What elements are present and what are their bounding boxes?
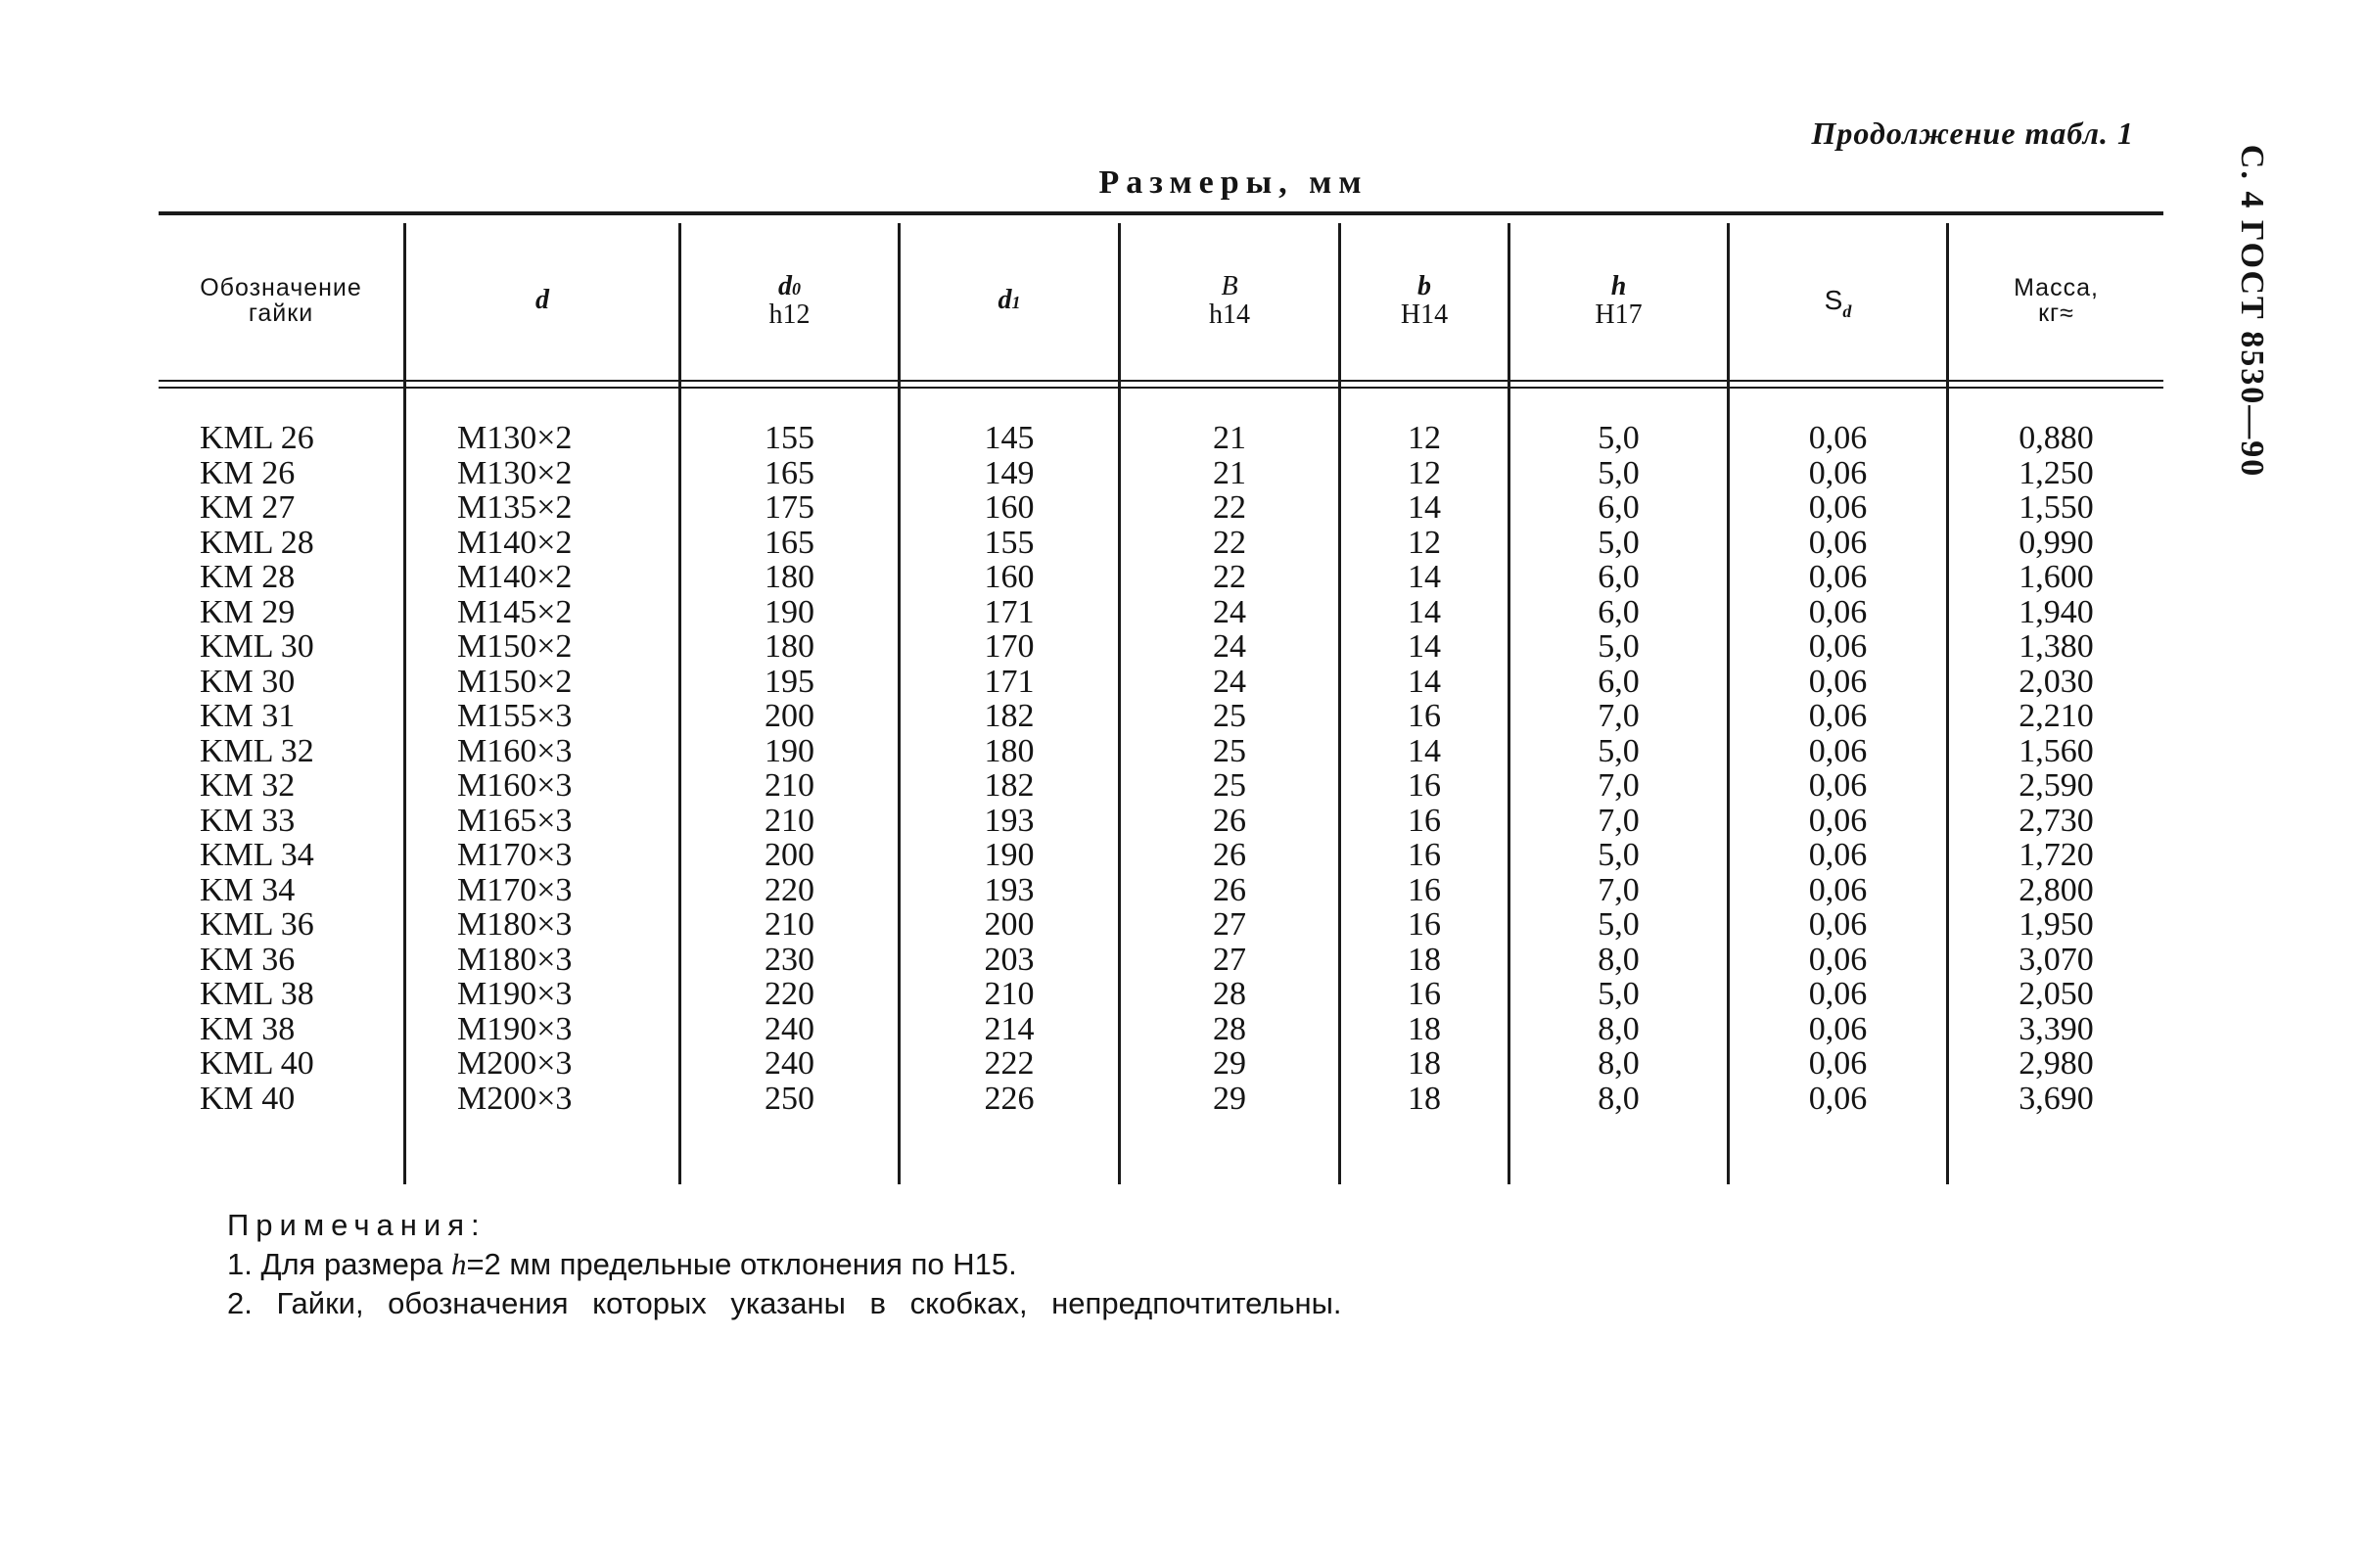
cell-d1: 222	[984, 1045, 1035, 1082]
table-top-rule	[159, 211, 2163, 215]
table-row	[159, 560, 2163, 595]
cell-designation: KML 30	[200, 628, 314, 665]
cell-d0: 195	[765, 663, 814, 700]
cell-B: 21	[1213, 420, 1246, 456]
table-row	[159, 629, 2163, 665]
cell-b: 14	[1408, 559, 1441, 595]
cell-b: 14	[1408, 732, 1441, 769]
cell-thread-d: M170×3	[457, 871, 573, 908]
cell-thread-d: M150×2	[457, 628, 573, 665]
cell-designation: KM 36	[200, 941, 296, 978]
cell-h: 5,0	[1598, 420, 1640, 456]
cell-b: 18	[1408, 1045, 1441, 1082]
cell-s: 0,06	[1808, 871, 1868, 908]
header-d0-tolerance: h12	[768, 300, 811, 330]
cell-d1: 200	[984, 906, 1035, 943]
cell-h: 5,0	[1598, 454, 1640, 491]
header-mass-text: Масса, кг≈	[2014, 273, 2099, 327]
cell-mass: 1,720	[2019, 837, 2094, 873]
cell-designation: KML 26	[200, 420, 314, 456]
cell-s: 0,06	[1808, 732, 1868, 769]
table-row	[159, 456, 2163, 491]
cell-s: 0,06	[1808, 1010, 1868, 1047]
cell-d1: 190	[984, 837, 1035, 873]
cell-thread-d: M140×2	[457, 524, 573, 561]
cell-d0: 180	[765, 559, 814, 595]
dimensions-title: Размеры, мм	[1098, 164, 1369, 201]
header-s-symbol: S	[1824, 285, 1843, 316]
table-row	[159, 421, 2163, 456]
cell-s: 0,06	[1808, 1045, 1868, 1082]
cell-mass: 2,050	[2019, 976, 2094, 1012]
cell-h: 7,0	[1598, 698, 1640, 734]
cell-d1: 180	[984, 732, 1035, 769]
table-row	[159, 1046, 2163, 1082]
cell-B: 22	[1213, 524, 1246, 561]
cell-B: 25	[1213, 732, 1246, 769]
table-row	[159, 595, 2163, 630]
cell-s: 0,06	[1808, 489, 1868, 526]
cell-mass: 2,730	[2019, 802, 2094, 839]
cell-B: 28	[1213, 1010, 1246, 1047]
header-h	[1510, 221, 1727, 380]
note-1	[227, 1245, 1342, 1284]
cell-d0: 200	[765, 698, 814, 734]
cell-h: 8,0	[1598, 1080, 1640, 1117]
cell-designation: KML 36	[200, 906, 314, 943]
cell-designation: KML 28	[200, 524, 314, 561]
cell-d1: 155	[984, 524, 1035, 561]
cell-thread-d: M200×3	[457, 1080, 573, 1117]
cell-s: 0,06	[1808, 802, 1868, 839]
cell-d1: 170	[984, 628, 1035, 665]
cell-B: 28	[1213, 976, 1246, 1012]
cell-h: 6,0	[1598, 593, 1640, 630]
cell-d1: 160	[984, 489, 1035, 526]
cell-s: 0,06	[1808, 767, 1868, 804]
cell-designation: KM 38	[200, 1010, 296, 1047]
cell-d1: 203	[984, 941, 1035, 978]
continuation-label: Продолжение табл. 1	[1811, 115, 2134, 151]
notes-title: Примечания:	[227, 1208, 487, 1242]
cell-b: 14	[1408, 663, 1441, 700]
cell-h: 6,0	[1598, 663, 1640, 700]
cell-d1: 214	[984, 1010, 1035, 1047]
header-bottom-rule-2	[159, 387, 2163, 389]
cell-designation: KML 38	[200, 976, 314, 1012]
cell-d1: 149	[984, 454, 1035, 491]
cell-b: 12	[1408, 420, 1441, 456]
cell-b: 14	[1408, 489, 1441, 526]
table-row	[159, 734, 2163, 769]
cell-thread-d: M130×2	[457, 454, 573, 491]
cell-d0: 220	[765, 976, 814, 1012]
table-row	[159, 1012, 2163, 1047]
cell-B: 25	[1213, 767, 1246, 804]
table-row	[159, 699, 2163, 734]
cell-d0: 230	[765, 941, 814, 978]
cell-B: 25	[1213, 698, 1246, 734]
cell-thread-d: M165×3	[457, 802, 573, 839]
header-d0-subscript: 0	[792, 278, 801, 299]
cell-d0: 250	[765, 1080, 814, 1117]
cell-mass: 3,390	[2019, 1010, 2094, 1047]
cell-d1: 226	[984, 1080, 1035, 1117]
cell-designation: KM 40	[200, 1080, 296, 1117]
table-row	[159, 1082, 2163, 1117]
cell-mass: 1,550	[2019, 489, 2094, 526]
header-d-symbol: d	[535, 285, 549, 316]
header-b-symbol: b	[1417, 270, 1431, 301]
cell-mass: 1,250	[2019, 454, 2094, 491]
cell-d0: 240	[765, 1010, 814, 1047]
cell-thread-d: M160×3	[457, 732, 573, 769]
table-body	[159, 421, 2163, 1116]
cell-s: 0,06	[1808, 837, 1868, 873]
cell-designation: KM 33	[200, 802, 296, 839]
table-row	[159, 838, 2163, 873]
cell-B: 24	[1213, 663, 1246, 700]
cell-h: 5,0	[1598, 628, 1640, 665]
cell-mass: 2,980	[2019, 1045, 2094, 1082]
cell-h: 7,0	[1598, 767, 1640, 804]
cell-h: 5,0	[1598, 732, 1640, 769]
cell-mass: 2,800	[2019, 871, 2094, 908]
cell-d0: 200	[765, 837, 814, 873]
cell-s: 0,06	[1808, 420, 1868, 456]
cell-thread-d: M160×3	[457, 767, 573, 804]
cell-h: 8,0	[1598, 941, 1640, 978]
cell-h: 5,0	[1598, 524, 1640, 561]
cell-d0: 165	[765, 454, 814, 491]
cell-d0: 210	[765, 767, 814, 804]
table-row	[159, 873, 2163, 908]
cell-B: 21	[1213, 454, 1246, 491]
cell-designation: KM 26	[200, 454, 296, 491]
cell-s: 0,06	[1808, 976, 1868, 1012]
cell-d1: 145	[984, 420, 1035, 456]
header-s	[1730, 221, 1946, 380]
cell-d0: 240	[765, 1045, 814, 1082]
cell-thread-d: M140×2	[457, 559, 573, 595]
cell-s: 0,06	[1808, 454, 1868, 491]
header-designation-text: Обозначение гайки	[200, 273, 362, 327]
cell-B: 27	[1213, 906, 1246, 943]
cell-h: 5,0	[1598, 976, 1640, 1012]
header-d	[406, 221, 678, 380]
cell-mass: 3,690	[2019, 1080, 2094, 1117]
cell-designation: KML 34	[200, 837, 314, 873]
cell-h: 6,0	[1598, 559, 1640, 595]
header-s-subscript: d	[1842, 301, 1852, 322]
header-d1	[901, 221, 1118, 380]
cell-thread-d: M180×3	[457, 941, 573, 978]
table-row	[159, 804, 2163, 839]
header-designation	[159, 221, 403, 380]
cell-b: 18	[1408, 941, 1441, 978]
cell-d1: 210	[984, 976, 1035, 1012]
cell-mass: 1,600	[2019, 559, 2094, 595]
header-b	[1341, 221, 1508, 380]
cell-B: 29	[1213, 1045, 1246, 1082]
table-row	[159, 907, 2163, 943]
side-label	[2222, 125, 2281, 497]
cell-d1: 193	[984, 802, 1035, 839]
cell-s: 0,06	[1808, 524, 1868, 561]
cell-b: 12	[1408, 524, 1441, 561]
table-row	[159, 490, 2163, 526]
cell-d1: 160	[984, 559, 1035, 595]
table-row	[159, 768, 2163, 804]
cell-s: 0,06	[1808, 593, 1868, 630]
cell-d0: 190	[765, 732, 814, 769]
cell-B: 24	[1213, 628, 1246, 665]
cell-h: 5,0	[1598, 837, 1640, 873]
note-1-symbol: h	[450, 1247, 467, 1281]
cell-mass: 0,880	[2019, 420, 2094, 456]
cell-B: 27	[1213, 941, 1246, 978]
notes	[227, 1206, 1342, 1323]
header-h-symbol: h	[1610, 270, 1627, 301]
cell-d1: 182	[984, 767, 1035, 804]
cell-thread-d: M190×3	[457, 976, 573, 1012]
cell-B: 22	[1213, 489, 1246, 526]
header-B	[1121, 221, 1338, 380]
cell-s: 0,06	[1808, 698, 1868, 734]
cell-designation: KM 27	[200, 489, 296, 526]
cell-h: 6,0	[1598, 489, 1640, 526]
cell-designation: KML 40	[200, 1045, 314, 1082]
cell-d1: 171	[984, 663, 1035, 700]
cell-mass: 0,990	[2019, 524, 2094, 561]
cell-s: 0,06	[1808, 906, 1868, 943]
cell-mass: 2,030	[2019, 663, 2094, 700]
cell-B: 26	[1213, 871, 1246, 908]
cell-mass: 2,590	[2019, 767, 2094, 804]
note-1-prefix: 1. Для размера	[227, 1247, 451, 1281]
cell-designation: KM 34	[200, 871, 296, 908]
cell-thread-d: M135×2	[457, 489, 573, 526]
cell-designation: KM 31	[200, 698, 296, 734]
cell-d1: 171	[984, 593, 1035, 630]
cell-d0: 180	[765, 628, 814, 665]
cell-s: 0,06	[1808, 1080, 1868, 1117]
cell-b: 18	[1408, 1010, 1441, 1047]
header-B-tolerance: h14	[1209, 300, 1250, 330]
header-d1-subscript: 1	[1011, 293, 1021, 313]
cell-mass: 1,950	[2019, 906, 2094, 943]
cell-mass: 3,070	[2019, 941, 2094, 978]
cell-b: 18	[1408, 1080, 1441, 1117]
header-d0-symbol: d	[778, 270, 792, 301]
cell-s: 0,06	[1808, 941, 1868, 978]
cell-B: 26	[1213, 802, 1246, 839]
cell-d0: 220	[765, 871, 814, 908]
header-b-tolerance: H14	[1400, 300, 1449, 330]
cell-h: 7,0	[1598, 871, 1640, 908]
cell-designation: KM 32	[200, 767, 296, 804]
cell-mass: 1,380	[2019, 628, 2094, 665]
cell-h: 7,0	[1598, 802, 1640, 839]
cell-s: 0,06	[1808, 559, 1868, 595]
cell-h: 8,0	[1598, 1010, 1640, 1047]
cell-designation: KM 29	[200, 593, 296, 630]
header-d0	[681, 221, 898, 380]
cell-b: 16	[1408, 767, 1441, 804]
cell-b: 16	[1408, 906, 1441, 943]
note-2: 2. Гайки, обозначения которых указаны в скобках, непредпочтительны.	[227, 1286, 1342, 1320]
header-bottom-rule	[159, 380, 2163, 382]
cell-thread-d: M130×2	[457, 420, 573, 456]
cell-designation: KML 32	[200, 732, 314, 769]
cell-d1: 182	[984, 698, 1035, 734]
cell-b: 14	[1408, 628, 1441, 665]
cell-B: 22	[1213, 559, 1246, 595]
cell-s: 0,06	[1808, 628, 1868, 665]
header-h-tolerance: H17	[1595, 300, 1643, 330]
cell-h: 5,0	[1598, 906, 1640, 943]
cell-b: 12	[1408, 454, 1441, 491]
table-row	[159, 665, 2163, 700]
cell-s: 0,06	[1808, 663, 1868, 700]
cell-B: 26	[1213, 837, 1246, 873]
standard-reference: С. 4 ГОСТ 8530—90	[2234, 144, 2270, 479]
header-mass	[1949, 221, 2163, 380]
cell-thread-d: M180×3	[457, 906, 573, 943]
cell-h: 8,0	[1598, 1045, 1640, 1082]
cell-d1: 193	[984, 871, 1035, 908]
cell-b: 16	[1408, 802, 1441, 839]
cell-b: 16	[1408, 837, 1441, 873]
cell-d0: 165	[765, 524, 814, 561]
cell-B: 29	[1213, 1080, 1246, 1117]
cell-mass: 1,560	[2019, 732, 2094, 769]
cell-thread-d: M150×2	[457, 663, 573, 700]
cell-d0: 210	[765, 906, 814, 943]
header-B-symbol: B	[1221, 270, 1238, 301]
dimensions-table	[159, 208, 2163, 1182]
header-d1-symbol: d	[998, 285, 1012, 316]
cell-b: 16	[1408, 976, 1441, 1012]
cell-thread-d: M155×3	[457, 698, 573, 734]
cell-thread-d: M170×3	[457, 837, 573, 873]
cell-b: 16	[1408, 698, 1441, 734]
cell-d0: 175	[765, 489, 814, 526]
cell-b: 14	[1408, 593, 1441, 630]
cell-d0: 155	[765, 420, 814, 456]
cell-mass: 1,940	[2019, 593, 2094, 630]
cell-b: 16	[1408, 871, 1441, 908]
cell-d0: 210	[765, 802, 814, 839]
cell-designation: KM 30	[200, 663, 296, 700]
cell-d0: 190	[765, 593, 814, 630]
cell-thread-d: M200×3	[457, 1045, 573, 1082]
cell-thread-d: M145×2	[457, 593, 573, 630]
cell-thread-d: M190×3	[457, 1010, 573, 1047]
table-row	[159, 526, 2163, 561]
cell-B: 24	[1213, 593, 1246, 630]
table-row	[159, 977, 2163, 1012]
cell-mass: 2,210	[2019, 698, 2094, 734]
note-1-rest: =2 мм предельные отклонения по H15.	[466, 1247, 1017, 1281]
cell-designation: KM 28	[200, 559, 296, 595]
table-row	[159, 943, 2163, 978]
